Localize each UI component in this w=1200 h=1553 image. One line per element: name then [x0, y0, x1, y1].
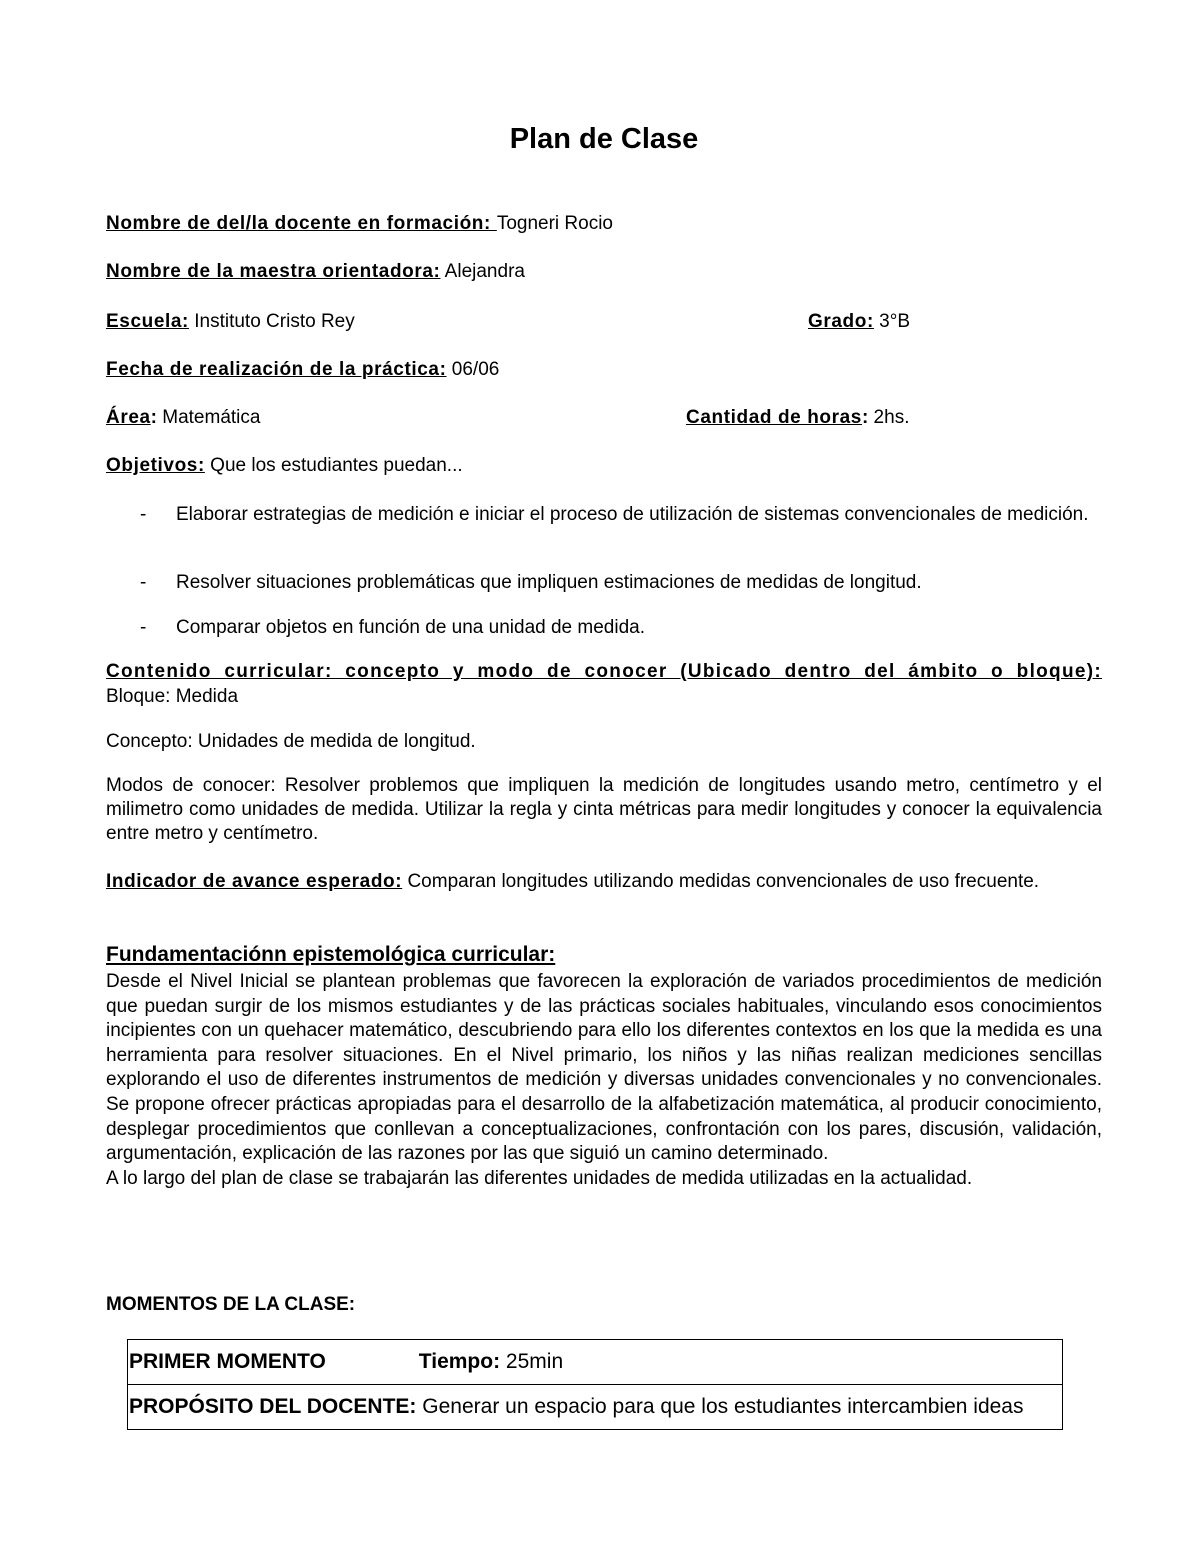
bullet-marker-2: -	[140, 572, 147, 593]
primer-momento-cell	[128, 1340, 1063, 1385]
area-colon: :	[150, 407, 157, 428]
contenido-bloque: Bloque: Medida	[106, 686, 239, 707]
objetivo-item-3: Comparar objetos en función de una unidad de medida.	[176, 617, 645, 638]
area-label: Área	[106, 407, 151, 428]
objetivos-value: Que los estudiantes puedan...	[204, 455, 463, 476]
contenido-label-text: Contenido curricular: concepto y modo de conocer (Ubicado dentro del ámbito o bloque):	[106, 661, 1102, 682]
document-title: Plan de Clase	[509, 123, 699, 155]
proposito-cell	[128, 1385, 1063, 1430]
proposito-value: Generar un espacio para que los estudiantes intercambien ideas	[416, 1395, 1024, 1418]
fecha-label: Fecha de realización de la práctica:	[106, 359, 447, 380]
fundamentacion-body	[106, 970, 1102, 1191]
horas-value: 2hs.	[868, 407, 910, 428]
docente-label: Nombre de del/la docente en formación:	[106, 213, 497, 234]
tiempo-value: 25min	[500, 1350, 564, 1373]
escuela-value: Instituto Cristo Rey	[188, 311, 355, 332]
momentos-table	[127, 1339, 1063, 1430]
maestra-value: Alejandra	[440, 261, 525, 282]
objetivos-field	[106, 454, 463, 478]
docente-field	[106, 212, 613, 236]
area-value: Matemática	[156, 407, 261, 428]
horas-field	[686, 406, 909, 430]
proposito-label: PROPÓSITO DEL DOCENTE:	[129, 1395, 417, 1418]
objetivos-label: Objetivos:	[106, 455, 205, 476]
area-field	[106, 406, 260, 430]
tiempo-label: Tiempo:	[418, 1350, 501, 1373]
escuela-field	[106, 310, 355, 334]
table-row	[128, 1385, 1063, 1430]
table-row	[128, 1340, 1063, 1385]
momento-label: PRIMER MOMENTO	[129, 1350, 326, 1373]
grado-label: Grado:	[808, 311, 874, 332]
indicador-value: Comparan longitudes utilizando medidas convencionales de uso frecuente.	[402, 871, 1040, 892]
maestra-label: Nombre de la maestra orientadora:	[106, 261, 441, 282]
escuela-label: Escuela:	[106, 311, 189, 332]
bullet-marker-3: -	[140, 617, 147, 638]
indicador-label: Indicador de avance esperado:	[106, 871, 403, 892]
fundamentacion-closing: A lo largo del plan de clase se trabajarán las diferentes unidades de medida utilizadas en la actualidad.	[106, 1167, 973, 1189]
fundamentacion-heading: Fundamentaciónn epistemológica curricular:	[106, 943, 556, 966]
momentos-heading: MOMENTOS DE LA CLASE:	[106, 1294, 356, 1315]
objetivo-item-1: Elaborar estrategias de medición e iniciar el proceso de utilización de sistemas convencionales de medición.	[176, 504, 1089, 525]
horas-label: Cantidad de horas	[686, 407, 862, 428]
bullet-marker-1: -	[140, 504, 147, 525]
maestra-field	[106, 260, 525, 284]
contenido-concepto: Concepto: Unidades de medida de longitud.	[106, 731, 476, 752]
grado-value: 3°B	[873, 311, 911, 332]
indicador-field	[106, 868, 1102, 895]
fecha-value: 06/06	[446, 359, 500, 380]
objetivo-item-2: Resolver situaciones problemáticas que impliquen estimaciones de medidas de longitud.	[176, 572, 922, 593]
fundamentacion-paragraph: Desde el Nivel Inicial se plantean problemas que favorecen la exploración de variados procedimientos de medición que puedan surgir de los mismos estudiantes y de las prácticas sociales habituales, vinculando esos conocimientos incipientes con un quehacer matemático, descubriendo para ello los diferentes contextos en los que la medida es una herramienta para resolver situaciones. En el Nivel primario, los niños y las niñas realizan mediciones sencillas explorando el uso de diferentes instrumentos de medición y diversas unidades convencionales y no convencionales. Se propone ofrecer prácticas apropiadas para el desarrollo de la alfabetización matemática, al producir conocimiento, desplegar procedimientos que conllevan a conceptualizaciones, confrontación con los pares, discusión, validación, argumentación, explicación de las razones por las que siguió un camino determinado.	[106, 971, 1102, 1165]
fecha-field	[106, 358, 499, 382]
horas-colon: :	[861, 407, 869, 428]
docente-value: Togneri Rocio	[496, 213, 613, 234]
contenido-modos: Modos de conocer: Resolver problemos que impliquen la medición de longitudes usando metro, centímetro y el milimetro como unidades de medida. Utilizar la regla y cinta métricas para medir longitudes y conocer la equivalencia entre metro y centímetro.	[106, 775, 1102, 844]
grado-field	[808, 310, 910, 334]
contenido-label	[106, 660, 1102, 684]
